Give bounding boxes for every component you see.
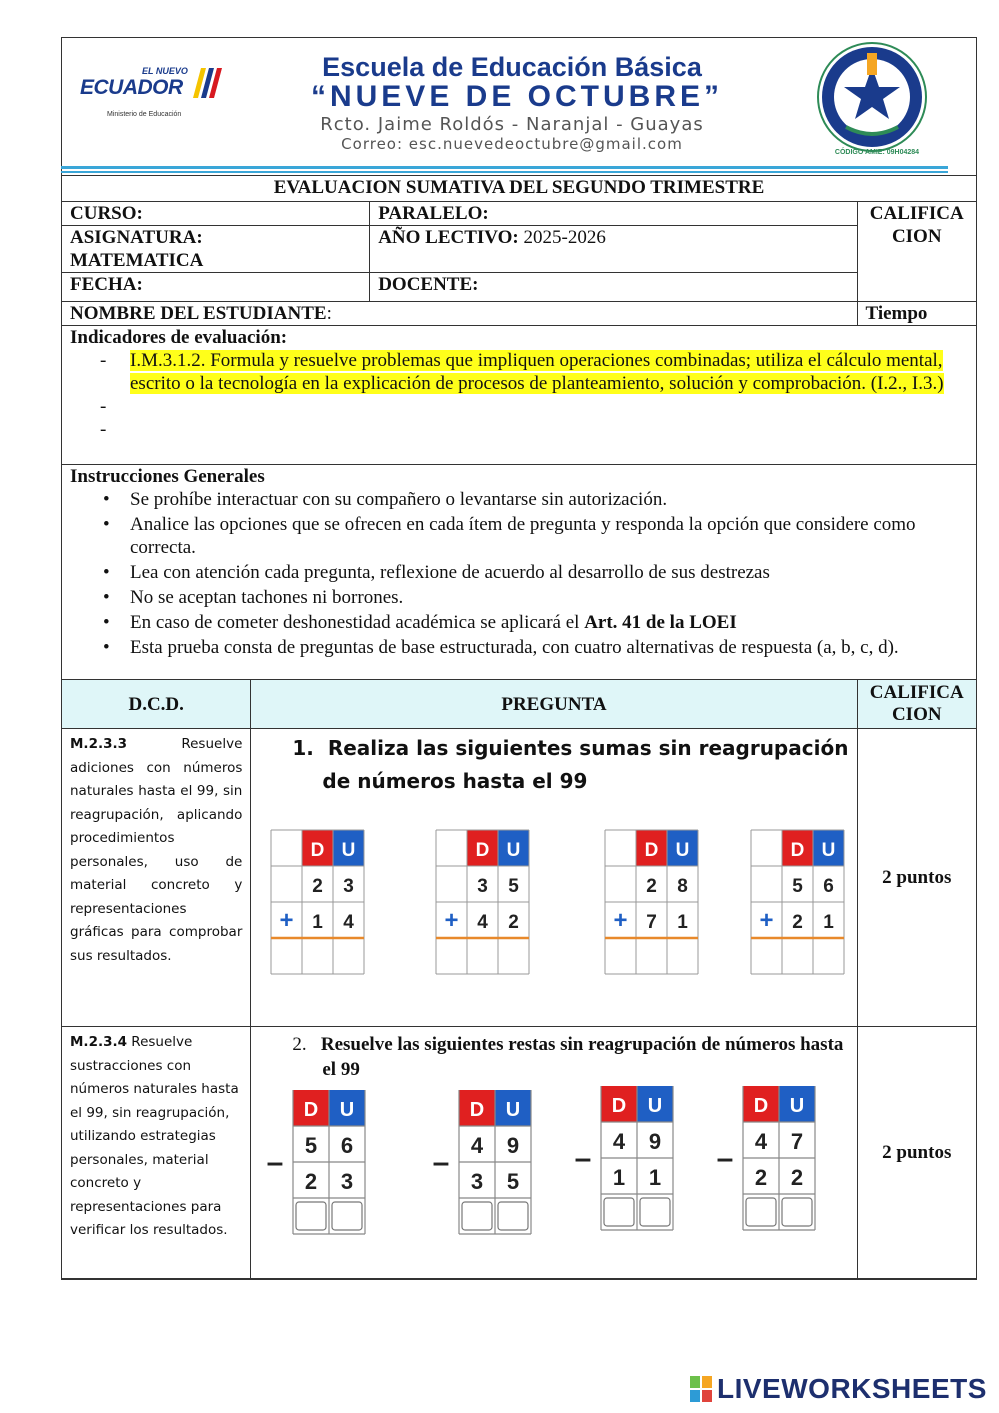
digit-units: 3 <box>343 876 355 897</box>
plus-sign: + <box>759 907 774 934</box>
exam-sheet <box>61 37 977 1280</box>
instruction-item: • Esta prueba consta de preguntas de base estructurada, con cuatro alternativas de respuesta (a, b, c, d). <box>70 636 968 659</box>
answer-tens-box[interactable] <box>469 941 496 971</box>
digit-tens: 2 <box>646 876 658 897</box>
d-label: D <box>612 1095 627 1117</box>
u-label: U <box>676 840 690 861</box>
q1-dcd-code: M.2.3.3 <box>70 736 127 752</box>
exam-title: EVALUACION SUMATIVA DEL SEGUNDO TRIMESTRE <box>62 176 976 202</box>
answer-units-box[interactable] <box>640 1198 670 1226</box>
q1-title-text: Realiza las siguientes sumas sin reagrupación de números hasta el 99 <box>322 736 849 793</box>
q2-problems <box>251 1089 858 1239</box>
q1-dcd-text: Resuelve adiciones con números naturales hasta el 99, sin reagrupación, aplicando procedimientos personales, uso de material concreto y representaciones gráficas para comprobar sus resultados. <box>70 736 243 964</box>
u-label: U <box>648 1095 663 1117</box>
q1-points: 2 puntos <box>857 729 976 1027</box>
addition-problem <box>270 829 370 979</box>
ministry-big: ECUADOR <box>80 76 183 99</box>
school-seal-icon <box>816 41 928 153</box>
asignatura-label: ASIGNATURA: <box>70 227 203 248</box>
anio-label: AÑO LECTIVO: <box>378 227 519 248</box>
instruction-item: • Analice las opciones que se ofrecen en cada ítem de pregunta y responda la opción que considere como correcta. <box>70 513 968 559</box>
subtraction-problem <box>713 1085 823 1235</box>
digit-tens: 5 <box>792 876 804 897</box>
u-label: U <box>507 840 521 861</box>
digit-units: 2 <box>791 1165 804 1190</box>
answer-tens-box[interactable] <box>296 1202 326 1230</box>
digit-units: 7 <box>791 1129 804 1154</box>
answer-tens-box[interactable] <box>784 941 811 971</box>
answer-units-box[interactable] <box>498 1202 528 1230</box>
d-label: D <box>304 1099 319 1121</box>
q1-title <box>282 730 855 798</box>
calificacion-label-2: CION <box>891 226 942 247</box>
q2-points: 2 puntos <box>857 1027 976 1279</box>
digit-tens: 1 <box>312 912 324 933</box>
digit-tens: 1 <box>613 1165 626 1190</box>
d-label: D <box>754 1095 769 1117</box>
instruction-item: • Se prohíbe interactuar con su compañero o levantarse sin autorización. <box>70 488 968 511</box>
answer-tens-box[interactable] <box>638 941 665 971</box>
digit-tens: 2 <box>305 1169 318 1194</box>
answer-tens-box[interactable] <box>304 941 331 971</box>
indicator-item: I.M.3.1.2. Formula y resuelve problemas que impliquen operaciones combinadas; utiliza el cálculo mental, escrito o la tecnología en la explicación de procesos de planteamiento, solución y comprobación. (I.2., I.3.) <box>130 350 944 394</box>
digit-tens: 3 <box>471 1169 484 1194</box>
digit-units: 1 <box>823 912 835 933</box>
instruction-item5-bold: Art. 41 de la LOEI <box>584 612 737 633</box>
fecha-label: FECHA: <box>62 273 370 302</box>
q2-title-text: Resuelve las siguientes restas sin reagrupación de números hasta el 99 <box>320 1034 844 1080</box>
col-dcd: D.C.D. <box>62 680 251 729</box>
minus-sign: – <box>433 1146 450 1179</box>
subtraction-problem <box>571 1085 681 1235</box>
school-email: Correo: esc.nuevedeoctubre@gmail.com <box>341 135 683 153</box>
tiempo-label: Tiempo <box>857 302 976 326</box>
digit-tens: 4 <box>471 1133 484 1158</box>
indicators-section <box>62 326 976 465</box>
calificacion-label-1: CALIFICA <box>869 203 964 224</box>
seal-amie-code: CÓDIGO AMIE: 09H04284 <box>834 149 920 156</box>
digit-units: 9 <box>507 1133 520 1158</box>
answer-units-box[interactable] <box>500 941 527 971</box>
digit-tens: 4 <box>755 1129 768 1154</box>
q1-problems <box>251 829 858 989</box>
digit-tens: 4 <box>613 1129 626 1154</box>
digit-units: 5 <box>508 876 520 897</box>
u-label: U <box>506 1099 521 1121</box>
digit-units: 9 <box>649 1129 662 1154</box>
d-label: D <box>476 840 490 861</box>
anio-value: 2025-2026 <box>518 227 606 248</box>
liveworksheets-text: LIVEWORKSHEETS <box>717 1373 987 1404</box>
q2-dcd-text: Resuelve sustracciones con números naturales hasta el 99, sin reagrupación, utilizando estrategias personales, material concreto y representaciones para verificar los resultados. <box>70 1034 239 1238</box>
nombre-label: NOMBRE DEL ESTUDIANTE <box>70 303 327 324</box>
plus-sign: + <box>279 907 294 934</box>
digit-units: 4 <box>343 912 355 933</box>
addition-problem <box>604 829 704 979</box>
school-address: Rcto. Jaime Roldós - Naranjal - Guayas <box>320 114 704 135</box>
digit-units: 6 <box>341 1133 354 1158</box>
instruction-item: • Lea con atención cada pregunta, reflexione de acuerdo al desarrollo de sus destrezas <box>70 561 968 584</box>
digit-units: 2 <box>508 912 520 933</box>
u-label: U <box>340 1099 355 1121</box>
subtraction-problem <box>263 1089 373 1239</box>
d-label: D <box>645 840 659 861</box>
q1-number: 1. <box>292 736 314 760</box>
digit-units: 1 <box>649 1165 662 1190</box>
q1-content <box>251 729 857 1027</box>
u-label: U <box>822 840 836 861</box>
plus-sign: + <box>613 907 628 934</box>
q2-title <box>252 1028 855 1082</box>
minus-sign: – <box>267 1146 284 1179</box>
u-label: U <box>342 840 356 861</box>
digit-tens: 3 <box>477 876 489 897</box>
digit-tens: 2 <box>312 876 324 897</box>
liveworksheets-brand <box>690 1373 987 1405</box>
answer-units-box[interactable] <box>335 941 362 971</box>
answer-tens-box[interactable] <box>604 1198 634 1226</box>
digit-units: 1 <box>677 912 689 933</box>
answer-units-box[interactable] <box>669 941 696 971</box>
col-calificacion <box>857 680 976 729</box>
digit-tens: 7 <box>646 912 658 933</box>
q2-content <box>251 1027 857 1279</box>
digit-tens: 2 <box>792 912 804 933</box>
q2-dcd-code: M.2.3.4 <box>70 1034 127 1050</box>
digit-tens: 4 <box>477 912 489 933</box>
answer-tens-box[interactable] <box>746 1198 776 1226</box>
col-calif-2: CION <box>891 704 942 725</box>
col-pregunta: PREGUNTA <box>251 680 857 729</box>
ministry-small: EL NUEVO <box>142 66 188 76</box>
indicators-heading: Indicadores de evaluación: <box>70 327 288 348</box>
school-header <box>62 38 976 176</box>
digit-units: 5 <box>507 1169 520 1194</box>
digit-units: 3 <box>341 1169 354 1194</box>
answer-units-box[interactable] <box>815 941 842 971</box>
d-label: D <box>311 840 325 861</box>
curso-label: CURSO: <box>62 202 370 226</box>
flag-stripes-icon <box>185 68 225 98</box>
header-rule <box>61 166 948 169</box>
ministry-logo <box>80 64 225 124</box>
digit-tens: 5 <box>305 1133 318 1158</box>
header-rule-2 <box>61 171 948 173</box>
subtraction-problem <box>429 1089 539 1239</box>
minus-sign: – <box>575 1142 592 1175</box>
d-label: D <box>791 840 805 861</box>
answer-tens-box[interactable] <box>462 1202 492 1230</box>
q1-dcd <box>62 729 251 1027</box>
addition-problem <box>750 829 850 979</box>
digit-tens: 2 <box>755 1165 768 1190</box>
instructions-section <box>62 465 976 680</box>
nombre-colon: : <box>326 303 332 324</box>
asignatura-value: MATEMATICA <box>70 250 204 271</box>
instruction-item: • No se aceptan tachones ni borrones. <box>70 586 968 609</box>
docente-label: DOCENTE: <box>370 273 857 302</box>
u-label: U <box>790 1095 805 1117</box>
instruction-item5-text: En caso de cometer deshonestidad académica se aplicará el <box>130 612 585 633</box>
minus-sign: – <box>717 1142 734 1175</box>
digit-units: 8 <box>677 876 689 897</box>
q2-number: 2. <box>292 1034 307 1055</box>
school-line1: Escuela de Educación Básica <box>322 52 702 82</box>
liveworksheets-logo-icon <box>690 1376 714 1402</box>
calificacion-cell[interactable] <box>857 202 976 302</box>
col-calif-1: CALIFICA <box>869 682 964 703</box>
paralelo-label: PARALELO: <box>370 202 857 226</box>
instructions-heading: Instrucciones Generales <box>70 466 265 487</box>
addition-problem <box>435 829 535 979</box>
ministry-sub: Ministerio de Educación <box>107 111 182 118</box>
questions-table <box>62 679 976 1279</box>
digit-units: 6 <box>823 876 835 897</box>
d-label: D <box>470 1099 485 1121</box>
answer-units-box[interactable] <box>782 1198 812 1226</box>
student-info-table <box>62 176 976 679</box>
q2-dcd <box>62 1027 251 1279</box>
instruction-item <box>70 611 968 634</box>
answer-units-box[interactable] <box>332 1202 362 1230</box>
school-name: “NUEVE DE OCTUBRE” <box>310 80 724 113</box>
plus-sign: + <box>444 907 459 934</box>
